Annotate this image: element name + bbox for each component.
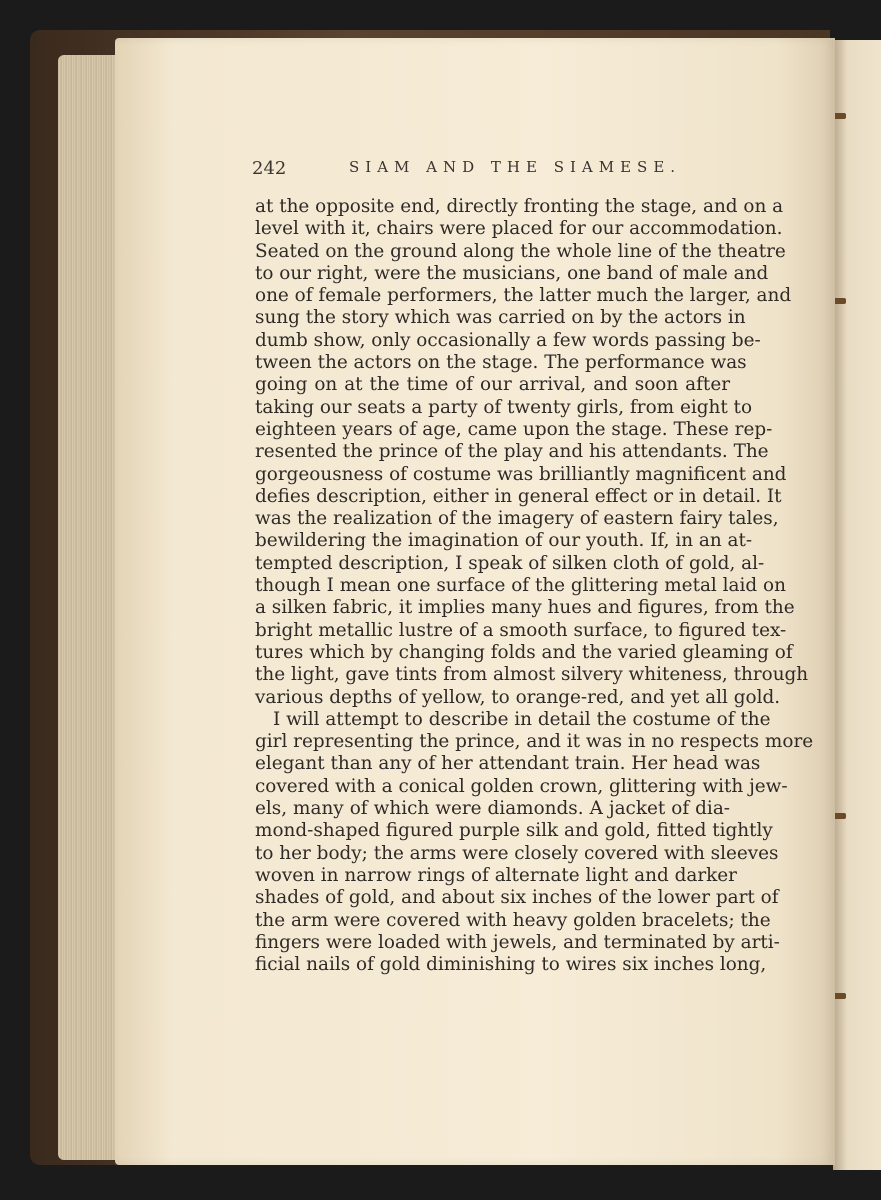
- text-line: various depths of yellow, to orange-red, and yet all gold.: [255, 686, 781, 708]
- text-line: the light, gave tints from almost silvery whiteness, through: [255, 664, 809, 686]
- text-line: sung the story which was carried on by the actors in: [255, 307, 746, 329]
- text-line: at the opposite end, directly fronting the stage, and on a: [255, 196, 784, 217]
- text-line: was the realization of the imagery of eastern fairy tales,: [255, 508, 779, 530]
- text-line: defies description, either in general effect or in detail. It: [255, 485, 782, 507]
- body-text: [255, 196, 814, 976]
- text-line: mond-shaped figured purple silk and gold, fitted tightly: [255, 820, 773, 842]
- text-line: els, many of which were diamonds. A jacket of dia-: [255, 798, 730, 820]
- page-number: 242: [252, 158, 287, 179]
- text-line: I will attempt to describe in detail the costume of the: [273, 708, 771, 730]
- text-line: taking our seats a party of twenty girls, from eight to: [255, 396, 753, 418]
- text-line: woven in narrow rings of alternate light and darker: [255, 864, 737, 886]
- text-line: covered with a conical golden crown, glittering with jew-: [255, 775, 788, 797]
- text-line: a silken fabric, it implies many hues and figures, from the: [255, 597, 795, 619]
- text-line: ficial nails of gold diminishing to wires six inches long,: [255, 954, 767, 976]
- text-line: dumb show, only occasionally a few words passing be-: [255, 329, 761, 351]
- page-header: [252, 158, 732, 182]
- running-head: SIAM AND THE SIAMESE.: [349, 158, 682, 176]
- text-line: tures which by changing folds and the varied gleaming of: [255, 641, 793, 663]
- text-line: the arm were covered with heavy golden bracelets; the: [255, 909, 771, 931]
- text-line: to our right, were the musicians, one band of male and: [255, 262, 769, 284]
- text-line: fingers were loaded with jewels, and terminated by arti-: [255, 931, 780, 953]
- text-line: bewildering the imagination of our youth. If, in an at-: [255, 530, 753, 552]
- text-line: elegant than any of her attendant train. Her head was: [255, 753, 761, 775]
- text-line: though I mean one surface of the glittering metal laid on: [255, 575, 786, 597]
- text-line: tween the actors on the stage. The performance was: [255, 352, 747, 374]
- text-line: gorgeousness of costume was brilliantly magnificent and: [255, 463, 787, 485]
- text-line: to her body; the arms were closely covered with sleeves: [255, 842, 779, 864]
- text-line: tempted description, I speak of silken cloth of gold, al-: [255, 552, 765, 574]
- text-line: bright metallic lustre of a smooth surface, to figured tex-: [255, 619, 787, 641]
- text-line: going on at the time of our arrival, and soon after: [255, 374, 730, 396]
- facing-page-edge: [833, 40, 881, 1170]
- text-line: one of female performers, the latter much the larger, and: [255, 285, 792, 307]
- text-line: Seated on the ground along the whole line of the theatre: [255, 240, 786, 262]
- text-line: resented the prince of the play and his attendants. The: [255, 441, 769, 463]
- text-line: shades of gold, and about six inches of the lower part of: [255, 887, 779, 909]
- text-line: level with it, chairs were placed for our accommodation.: [255, 218, 783, 240]
- text-line: eighteen years of age, came upon the stage. These rep-: [255, 418, 773, 440]
- text-line: girl representing the prince, and it was in no respects more: [255, 731, 814, 753]
